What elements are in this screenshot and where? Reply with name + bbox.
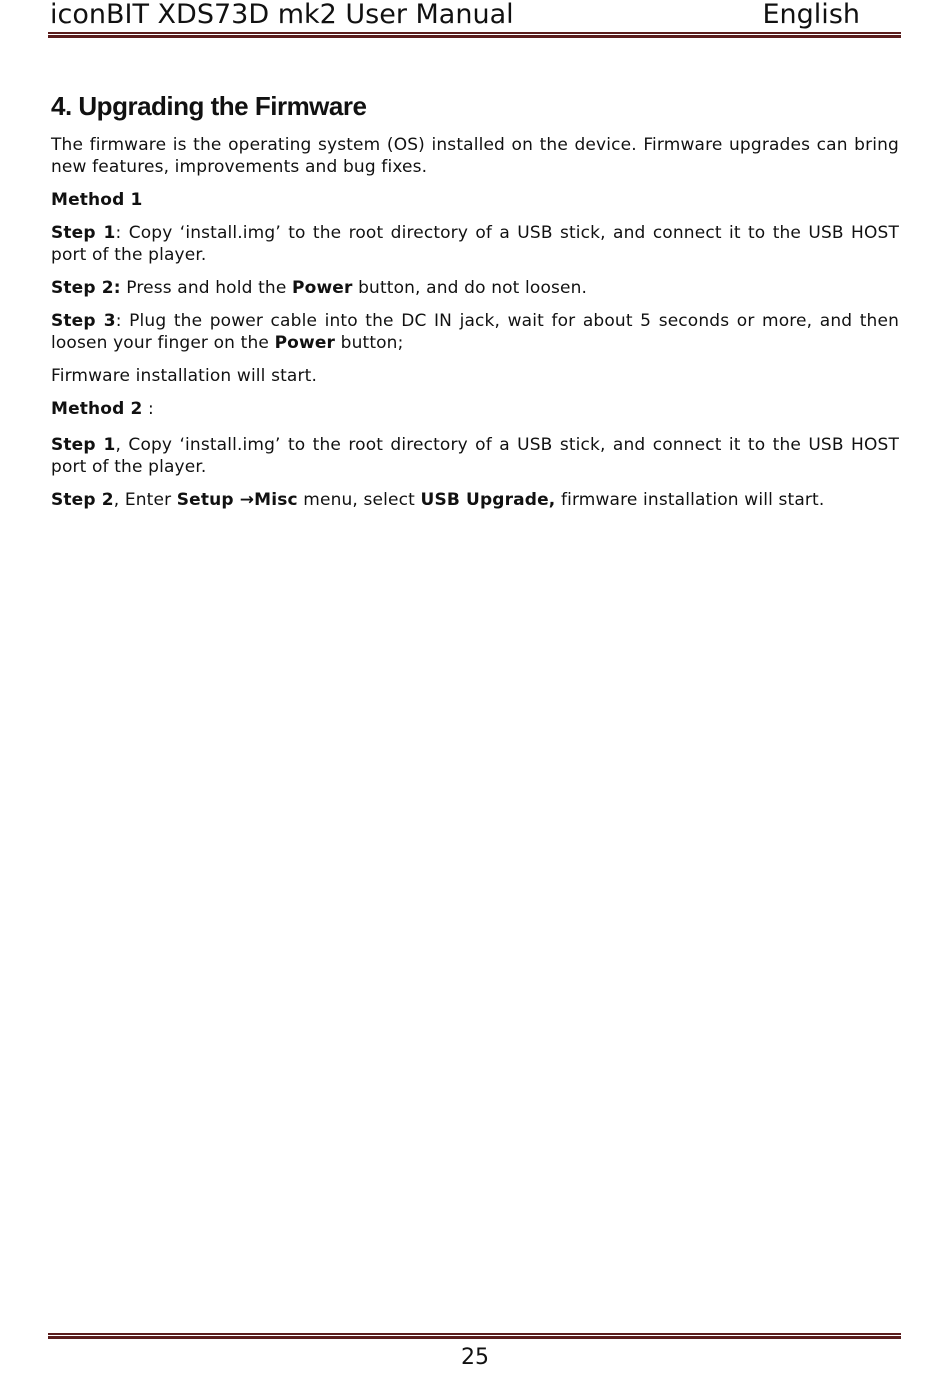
heading-suffix: : bbox=[142, 399, 154, 419]
step-text: button; bbox=[335, 333, 404, 353]
power-term: Power bbox=[274, 333, 336, 353]
method-1-result: Firmware installation will start. bbox=[51, 366, 318, 386]
step-text: : Plug the power cable into the DC IN jack, wait for about 5 seconds or more, and then loosen your finger on the bbox=[51, 311, 899, 353]
arrow-icon: → bbox=[233, 490, 255, 510]
step-text: : Copy ‘install.img’ to the root directory of a USB stick, and connect it to the USB HOST port of the player. bbox=[51, 223, 899, 265]
power-term: Power bbox=[292, 278, 353, 298]
page-content bbox=[51, 88, 899, 522]
step-label: Step 2 bbox=[51, 490, 114, 510]
method-1-label: Method 1 bbox=[51, 190, 143, 210]
setup-term: Setup bbox=[176, 490, 234, 510]
step-label: Step 3 bbox=[51, 311, 116, 331]
footer-rule bbox=[48, 1333, 901, 1339]
method-1-step-3 bbox=[51, 310, 899, 354]
manual-title: iconBIT XDS73D mk2 User Manual bbox=[50, 0, 514, 30]
intro-paragraph: The firmware is the operating system (OS) installed on the device. Firmware upgrades can bring new features, improvements and bug fixes. bbox=[51, 135, 899, 177]
step-label: Step 1 bbox=[51, 435, 116, 455]
step-text: , Enter bbox=[113, 490, 177, 510]
step-text: button, and do not loosen. bbox=[352, 278, 588, 298]
section-title: 4. Upgrading the Firmware bbox=[51, 91, 367, 121]
method-2-label: Method 2 bbox=[51, 399, 143, 419]
method-1-step-2 bbox=[51, 277, 899, 299]
method-1-heading bbox=[51, 189, 899, 211]
step-text: Press and hold the bbox=[120, 278, 293, 298]
method-2-step-1 bbox=[51, 434, 899, 478]
page-header bbox=[50, 0, 900, 30]
step-text: firmware installation will start. bbox=[555, 490, 825, 510]
method-2-step-2 bbox=[51, 489, 899, 511]
misc-term: Misc bbox=[254, 490, 298, 510]
language-label: English bbox=[762, 0, 860, 30]
usb-upgrade-term: USB Upgrade, bbox=[420, 490, 556, 510]
step-text: menu, select bbox=[297, 490, 421, 510]
page-number: 25 bbox=[461, 1345, 489, 1370]
step-text: , Copy ‘install.img’ to the root directory of a USB stick, and connect it to the USB HOST port of the player. bbox=[51, 435, 899, 477]
method-2-heading bbox=[51, 398, 899, 420]
method-1-step-1 bbox=[51, 222, 899, 266]
header-rule bbox=[48, 32, 901, 38]
step-label: Step 2: bbox=[51, 278, 121, 298]
step-label: Step 1 bbox=[51, 223, 116, 243]
